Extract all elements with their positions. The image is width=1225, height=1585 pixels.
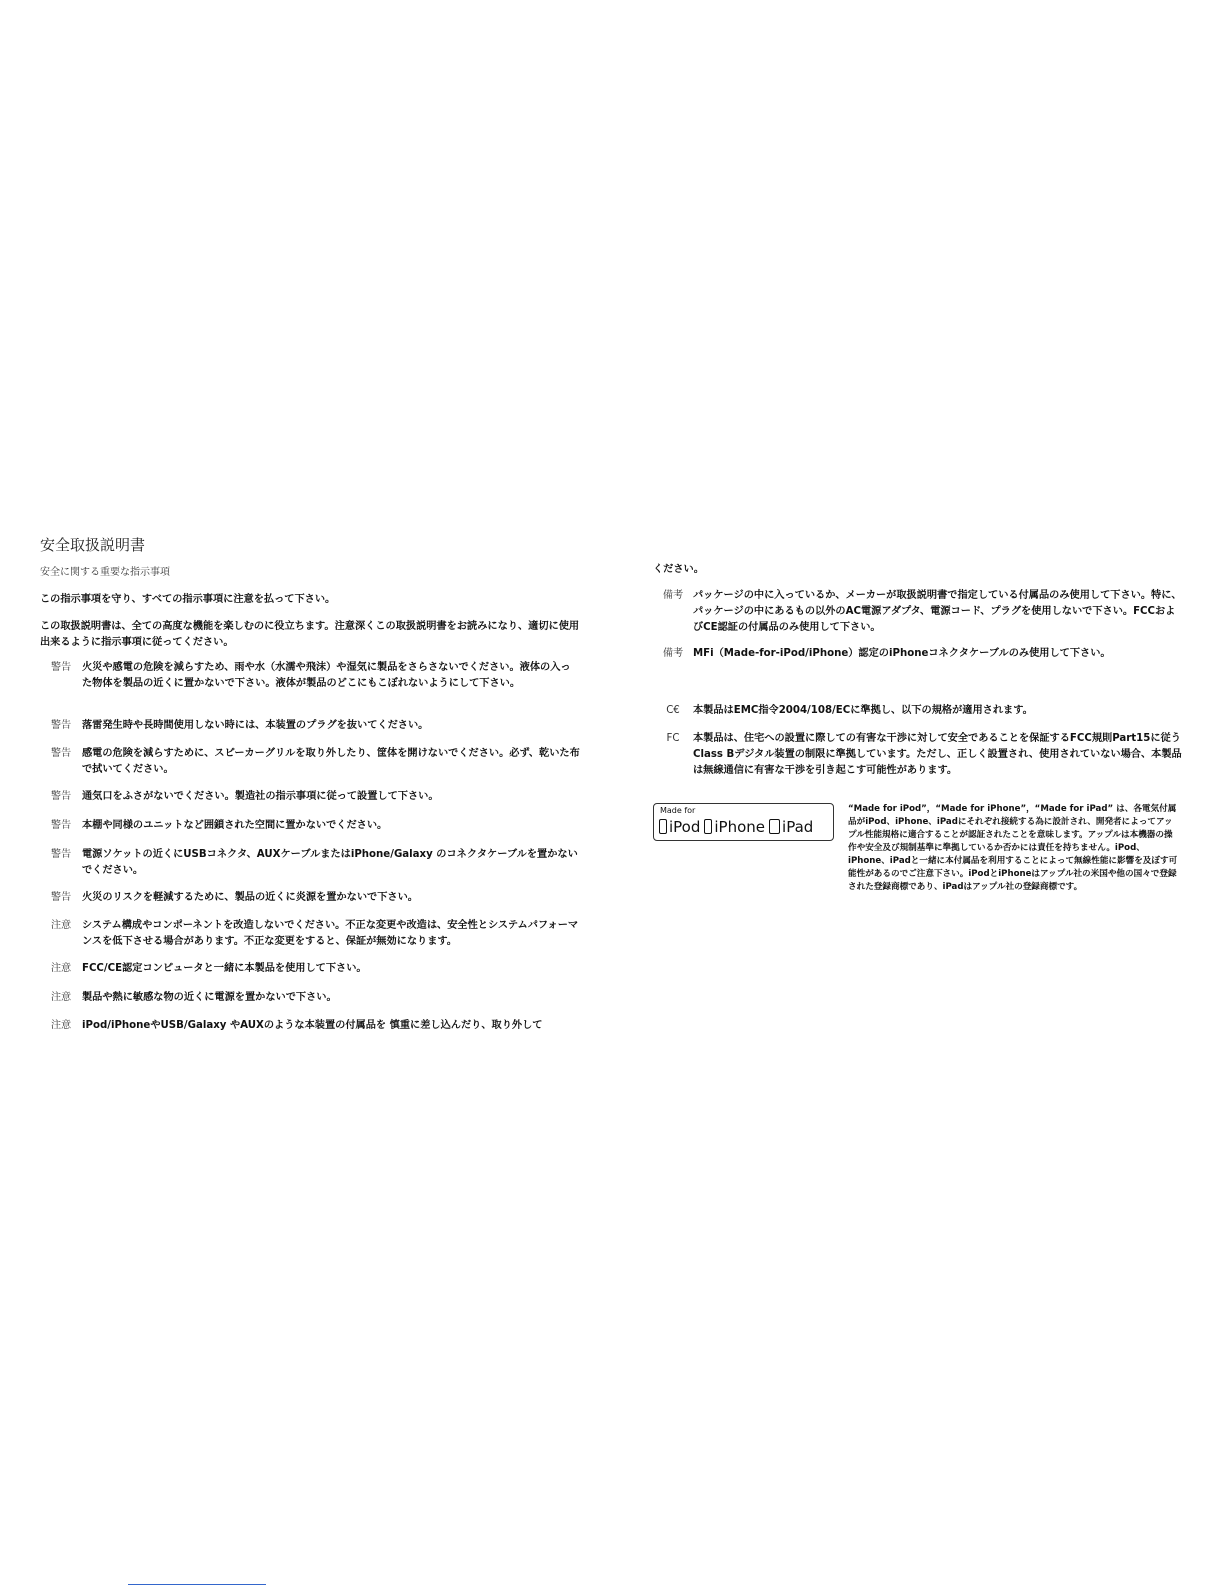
safety-item (40, 746, 580, 778)
item-text: 落雷発生時や長時間使用しない時には、本装置のプラグを抜いてください。 (82, 720, 429, 731)
item-text: 感電の危険を減らすために、スピーカーグリルを取り外したり、筐体を開けないでください。必ず、乾いた布で拭いてください。 (82, 748, 580, 775)
ipod-icon (659, 819, 667, 834)
item-label: 警告 (50, 748, 72, 759)
item-text: 電源ソケットの近くにUSBコネクタ、AUXケーブルまたはiPhone/Galaxy のコネクタケーブルを置かないでください。 (82, 849, 578, 876)
item-label: 注意 (50, 963, 72, 974)
note-item (653, 646, 1183, 662)
item-label: 警告 (50, 892, 72, 903)
item-label: 注意 (50, 1020, 72, 1031)
ipad-icon (769, 819, 780, 834)
badge-ipad (769, 818, 813, 836)
item-text: 本製品はEMC指令2004/108/ECに準拠し、以下の規格が適用されます。 (693, 705, 1033, 716)
item-text: パッケージの中に入っているか、メーカーが取扱説明書で指定している付属品のみ使用して下さい。特に、パッケージの中にあるもの以外のAC電源アダプタ、電源コード、プラグを使用しないで下さい。FCCおよびCE認証の付属品のみ使用して下さい。 (693, 590, 1182, 633)
intro-paragraph-2: この取扱説明書は、全ての高度な機能を楽しむのに役立ちます。注意深くこの取扱説明書をお読みになり、適切に使用出来るように指示事項に従ってください。 (40, 621, 580, 648)
badge-ipod-label: iPod (669, 818, 701, 836)
safety-item (40, 1018, 580, 1034)
badge-made-for: Made for (660, 806, 696, 815)
item-label: 警告 (50, 720, 72, 731)
page-subtitle: 安全に関する重要な指示事項 (40, 567, 170, 578)
ce-compliance (653, 703, 1183, 719)
safety-item (40, 789, 580, 805)
item-label: 警告 (50, 662, 72, 673)
ce-mark-icon: C€ (666, 705, 680, 716)
badge-ipod (659, 818, 700, 836)
item-text: 製品や熱に敏感な物の近くに電源を置かないで下さい。 (82, 992, 337, 1003)
item-label: 備考 (662, 648, 684, 659)
safety-item (40, 890, 580, 906)
safety-item (40, 918, 580, 950)
badge-iphone-label: iPhone (714, 818, 766, 836)
page-title: 安全取扱説明書 (40, 536, 146, 554)
fcc-compliance (653, 731, 1183, 779)
item-text: MFi（Made-for-iPod/iPhone）認定のiPhoneコネクタケーブルのみ使用して下さい。 (693, 648, 1111, 659)
item-text: 通気口をふさがないでください。製造社の指示事項に従って設置して下さい。 (82, 791, 439, 802)
item-label: 警告 (50, 820, 72, 831)
safety-item (40, 718, 580, 734)
item-label: 備考 (662, 590, 684, 601)
item-text: システム構成やコンポーネントを改造しないでください。不正な変更や改造は、安全性とシステムパフォーマンスを低下させる場合があります。不正な変更をすると、保証が無効になります。 (82, 920, 579, 947)
continued-text: ください。 (653, 564, 704, 575)
note-item (653, 588, 1183, 636)
iphone-icon (704, 819, 712, 834)
item-text: FCC/CE認定コンピュータと一緒に本製品を使用して下さい。 (82, 963, 367, 974)
item-text: 本製品は、住宅への設置に際しての有害な干渉に対して安全であることを保証するFCC規則Part15に従うClass Bデジタル装置の制限に準拠しています。ただし、正しく設置され、使用されていない場合、本製品は無線通信に有害な干渉を引き起こす可能性があります。 (693, 733, 1182, 776)
badge-iphone (704, 818, 765, 836)
item-text: iPod/iPhoneやUSB/Galaxy やAUXのような本装置の付属品を 慎重に差し込んだり、取り外して (82, 1020, 543, 1031)
safety-item (40, 990, 580, 1006)
item-label: 警告 (50, 791, 72, 802)
safety-item (40, 961, 580, 977)
made-for-ipod-iphone-ipad-badge (653, 803, 834, 841)
item-label: 注意 (50, 992, 72, 1003)
safety-item (40, 660, 580, 692)
safety-item (40, 818, 580, 834)
fcc-logo-icon: FC (666, 733, 680, 744)
item-label: 注意 (50, 920, 72, 931)
item-label: 警告 (50, 849, 72, 860)
item-text: 本棚や同様のユニットなど囲鎖された空間に置かないでください。 (82, 820, 388, 831)
item-text: 火災や感電の危険を減らすため、雨や水（水濡や飛沫）や湿気に製品をさらさないでください。液体の入った物体を製品の近くに置かないで下さい。液体が製品のどこにもこぼれないようにして下さい。 (82, 662, 571, 689)
safety-item (40, 847, 580, 879)
item-text: 火災のリスクを軽減するために、製品の近くに炎源を置かないで下さい。 (82, 892, 418, 903)
intro-paragraph-1: この指示事項を守り、すべての指示事項に注意を払って下さい。 (40, 594, 336, 605)
mfi-disclaimer: “Made for iPod”，“Made for iPhone”，“Made for iPad” は、各電気付属品がiPod、iPhone、iPadにそれぞれ接続する為に設計され、開発者によってアップル性能規格に適合することが認証されたことを意味します。アップルは本機器の操作や安全及び規制基準に準拠しているか否かには責任を持ちません。iPod、iPhone、iPadと一緒に本付属品を利用することによって無線性能に影響を及ぼす可能性があるのでご注意下さい。iPodとiPhoneはアップル社の米国や他の国々で登録された登録商標であり、iPadはアップル社の登録商標です。 (848, 804, 1178, 892)
badge-ipad-label: iPad (782, 818, 814, 836)
